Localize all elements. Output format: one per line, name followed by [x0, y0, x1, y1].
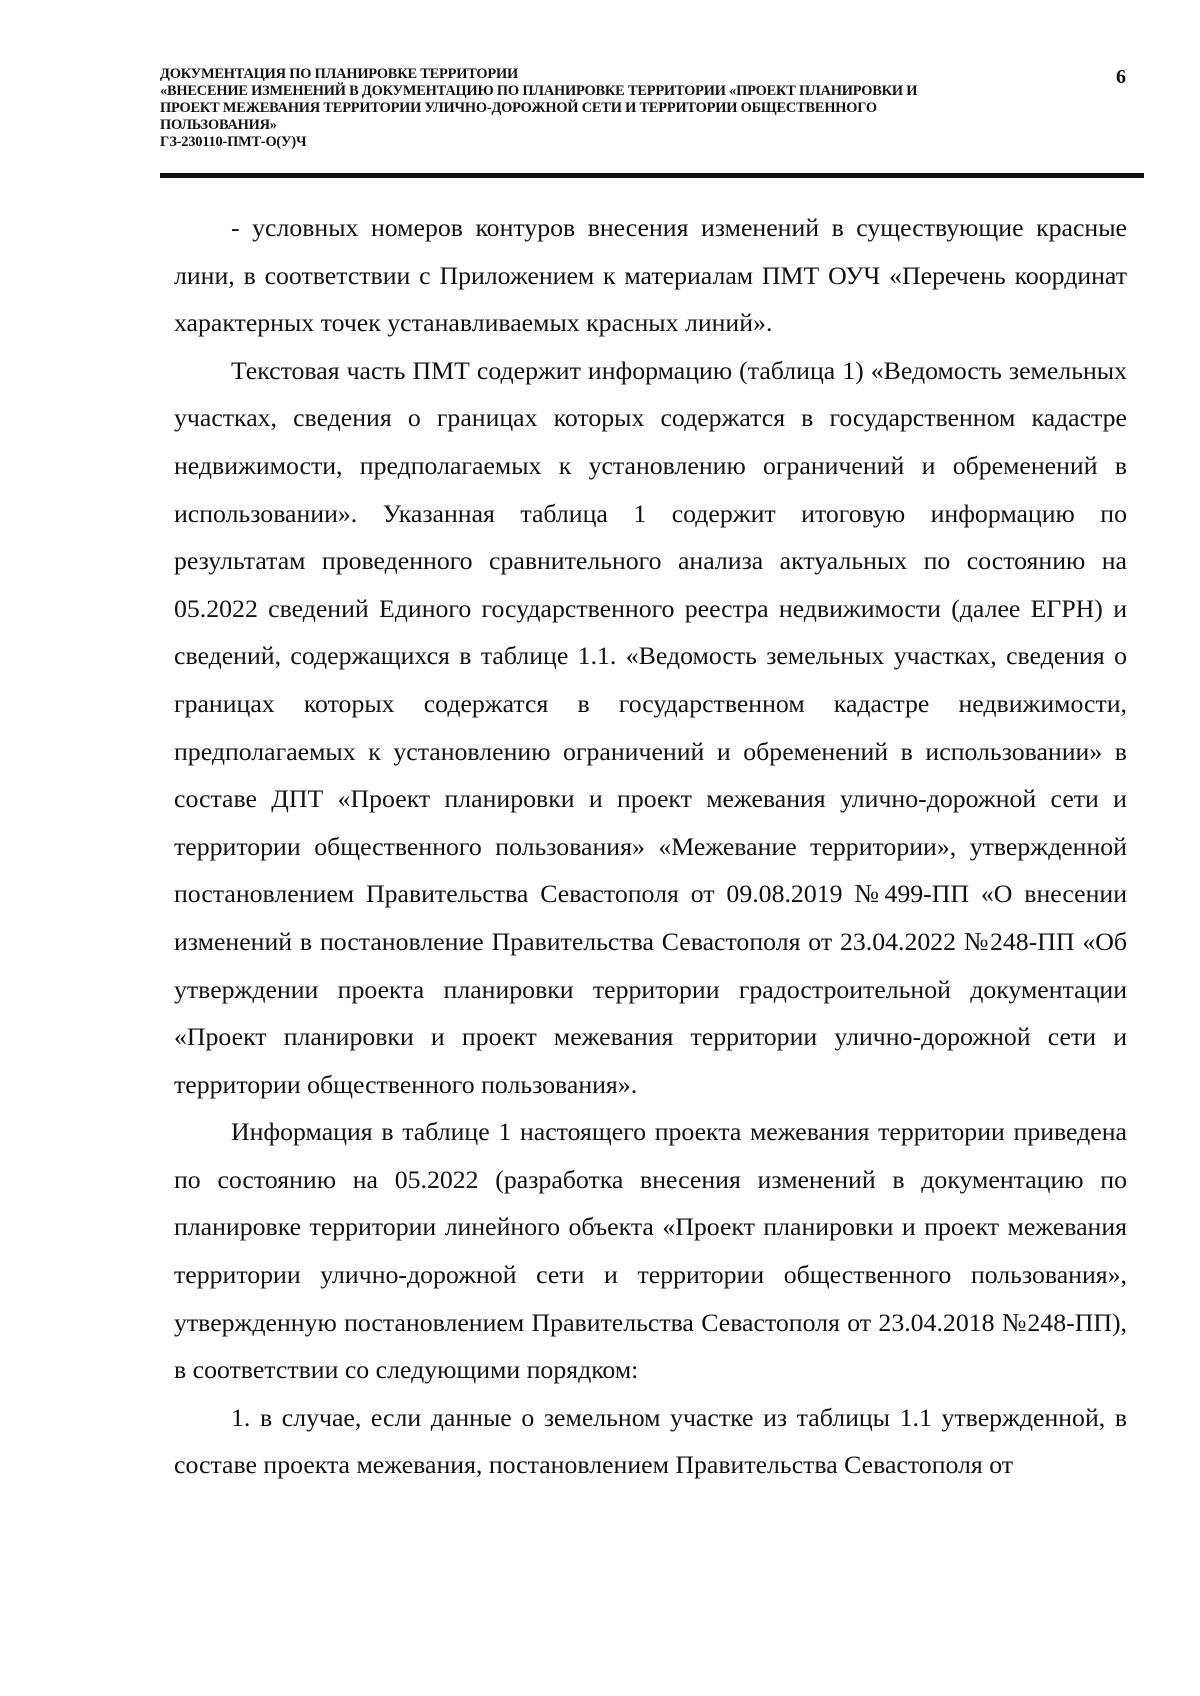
paragraph-2: Текстовая часть ПМТ содержит информацию (таблица 1) «Ведомость земельных участках, сведения о границах которых содержатся в государственном кадастре недвижимости, предполагаемых к установлению ограничений и обременений в использовании». Указанная таблица 1 содержит итоговую информацию по результатам проведенного сравнительного анализа актуальных по состоянию на 05.2022 сведений Единого государственного реестра недвижимости (далее ЕГРН) и сведений, содержащихся в таблице 1.1. «Ведомость земельных участках, сведения о границах которых содержатся в государственном кадастре недвижимости, предполагаемых к установлению ограничений и обременений в использовании» в составе ДПТ «Проект планировки и проект межевания улично-дорожной сети и территории общественного пользования» «Межевание территории», утвержденной постановлением Правительства Севастополя от 09.08.2019 №499-ПП «О внесении изменений в постановление Правительства Севастополя от 23.04.2022 №248-ПП «Об утверждении проекта планировки территории градостроительной документации «Проект планировки и проект межевания территории улично-дорожной сети и территории общественного пользования».: [174, 355, 1127, 1099]
header-divider: [160, 173, 1144, 178]
header-line-4: ПОЛЬЗОВАНИЯ»: [160, 117, 277, 133]
paragraph-4: 1. в случае, если данные о земельном участке из таблицы 1.1 утвержденной, в составе проекта межевания, постановлением Правительства Севастополя от: [174, 1402, 1127, 1480]
header-line-1: ДОКУМЕНТАЦИЯ ПО ПЛАНИРОВКЕ ТЕРРИТОРИИ: [160, 66, 518, 82]
document-header: [160, 66, 1060, 151]
paragraph-1: - условных номеров контуров внесения изменений в существующие красные лини, в соответствии с Приложением к материалам ПМТ ОУЧ «Перечень координат характерных точек устанавливаемых красных линий».: [174, 213, 1127, 338]
document-body: [174, 204, 1127, 1489]
paragraph-3: Информация в таблице 1 настоящего проекта межевания территории приведена по состоянию на 05.2022 (разработка внесения изменений в документацию по планировке территории линейного объекта «Проект планировки и проект межевания территории улично-дорожной сети и территории общественного пользования», утвержденную постановлением Правительства Севастополя от 23.04.2018 №248-ПП), в соответствии со следующими порядком:: [174, 1117, 1127, 1385]
header-line-3: ПРОЕКТ МЕЖЕВАНИЯ ТЕРРИТОРИИ УЛИЧНО-ДОРОЖНОЙ СЕТИ И ТЕРРИТОРИИ ОБЩЕСТВЕННОГО: [160, 100, 877, 116]
document-code: ГЗ-230110-ПМТ-О(У)Ч: [160, 134, 307, 150]
header-line-2: «ВНЕСЕНИЕ ИЗМЕНЕНИЙ В ДОКУМЕНТАЦИЮ ПО ПЛАНИРОВКЕ ТЕРРИТОРИИ «ПРОЕКТ ПЛАНИРОВКИ И: [160, 83, 918, 99]
page-number: 6: [1116, 66, 1126, 88]
